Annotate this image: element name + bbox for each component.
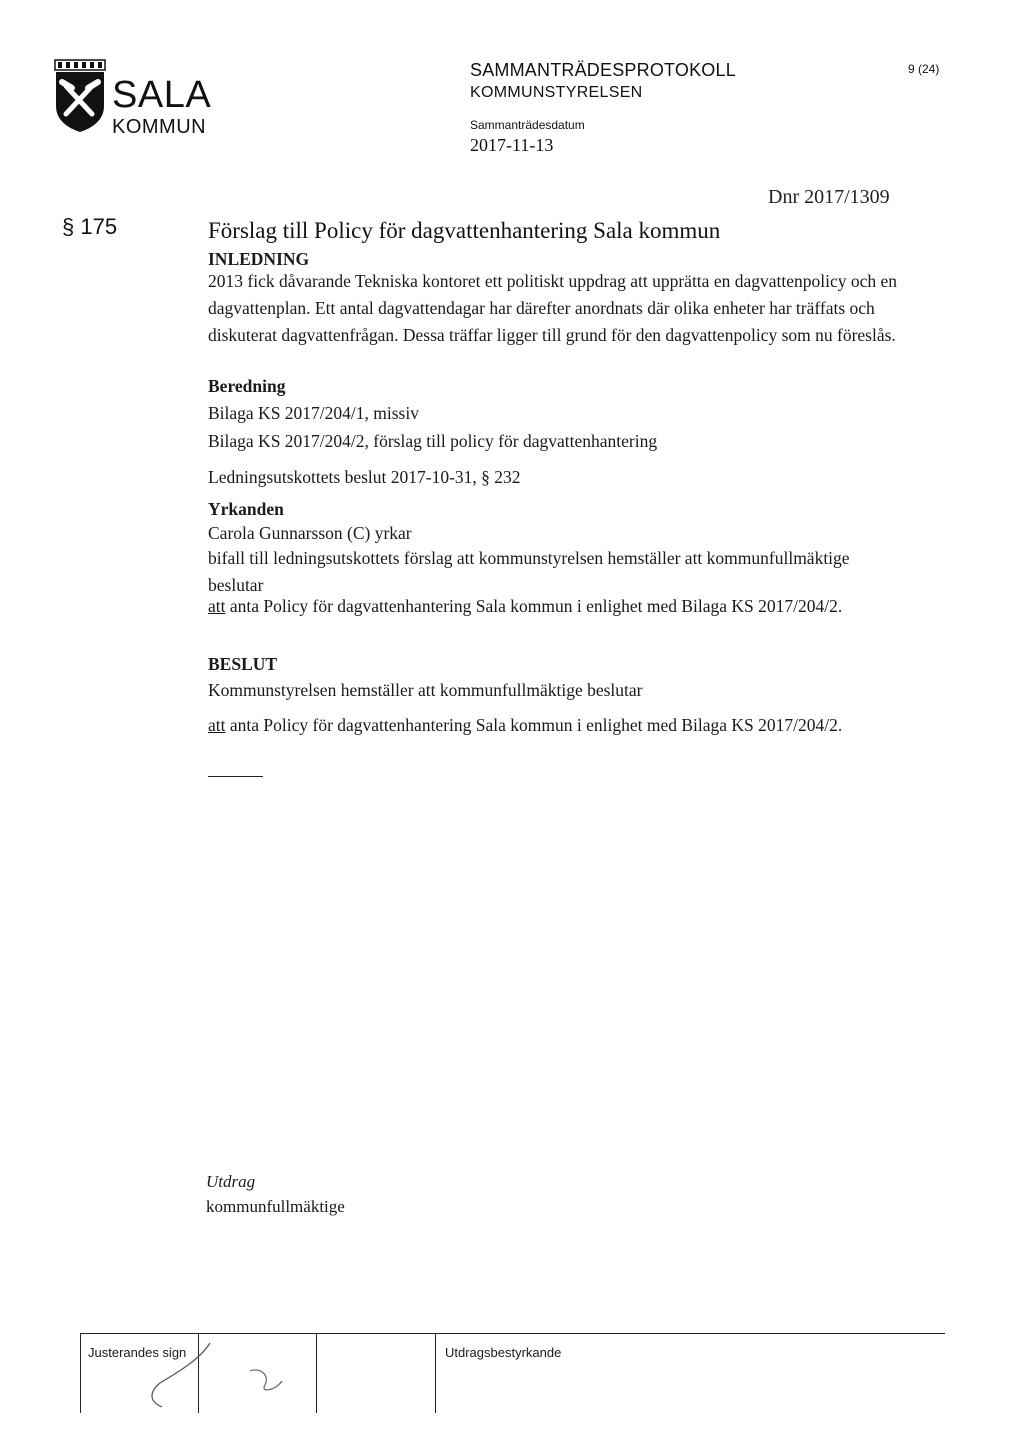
- logo-sala-text: SALA: [112, 74, 212, 116]
- att-word: att: [208, 715, 226, 735]
- coat-of-arms-icon: [52, 58, 108, 134]
- ledningsutskott-beslut: Ledningsutskottets beslut 2017-10-31, § 232: [208, 467, 521, 487]
- page-number: 9 (24): [908, 62, 940, 76]
- beredning-heading: Beredning: [208, 376, 286, 396]
- beslut-heading: BESLUT: [208, 654, 278, 674]
- bilaga-2: Bilaga KS 2017/204/2, förslag till policy för dagvattenhantering: [208, 431, 658, 451]
- footer-divider: [435, 1333, 436, 1413]
- signature-footer: [80, 1333, 944, 1415]
- bilaga-1: Bilaga KS 2017/204/1, missiv: [208, 403, 419, 423]
- section-title: Förslag till Policy för dagvattenhantering Sala kommun: [208, 218, 721, 243]
- beslut-text: Kommunstyrelsen hemställer att kommunfullmäktige beslutar: [208, 680, 643, 700]
- utdrag-label: Utdrag: [206, 1172, 256, 1191]
- yrkanden-heading: Yrkanden: [208, 499, 284, 519]
- logo-kommun-text: KOMMUN: [112, 116, 207, 138]
- board-name: KOMMUNSTYRELSEN: [470, 84, 643, 101]
- yrkande-att-clause: [208, 593, 848, 620]
- sala-kommun-logo: [52, 58, 242, 138]
- handwritten-initials-icon: [100, 1341, 320, 1413]
- diary-number: Dnr 2017/1309: [768, 186, 890, 208]
- utdragsbestyrkande-label: Utdragsbestyrkande: [445, 1345, 562, 1360]
- att-word: att: [208, 596, 226, 616]
- footer-divider: [80, 1333, 81, 1413]
- att-clause-text: anta Policy för dagvattenhantering Sala kommun i enlighet med Bilaga KS 2017/204/2.: [225, 596, 843, 616]
- meeting-date-label: Sammanträdesdatum: [470, 118, 585, 132]
- beslut-att-clause: [208, 712, 848, 739]
- justerandes-sign-label: Justerandes sign: [88, 1345, 187, 1360]
- inledning-heading: INLEDNING: [208, 249, 310, 269]
- meeting-date: 2017-11-13: [470, 135, 554, 155]
- section-number: § 175: [62, 214, 118, 239]
- end-divider: [208, 776, 263, 777]
- yrkande-line-1: Carola Gunnarsson (C) yrkar: [208, 523, 412, 543]
- inledning-text: 2013 fick dåvarande Tekniska kontoret ett politiskt uppdrag att upprätta en dagvattenpolicy och en dagvattenplan. Ett antal dagvattendagar har därefter anordnats där olika enheter har träffats och diskuterat dagvattenfrågan. Dessa träffar ligger till grund för den dagvattenpolicy som nu föreslås.: [208, 271, 898, 345]
- att-clause-text: anta Policy för dagvattenhantering Sala kommun i enlighet med Bilaga KS 2017/204/2.: [225, 715, 843, 735]
- utdrag-recipient: kommunfullmäktige: [206, 1197, 345, 1216]
- footer-top-rule: [80, 1333, 945, 1334]
- document-type: SAMMANTRÄDESPROTOKOLL: [470, 60, 736, 80]
- yrkande-line-2: bifall till ledningsutskottets förslag att kommunstyrelsen hemställer att kommunfullmäktige beslutar: [208, 548, 850, 595]
